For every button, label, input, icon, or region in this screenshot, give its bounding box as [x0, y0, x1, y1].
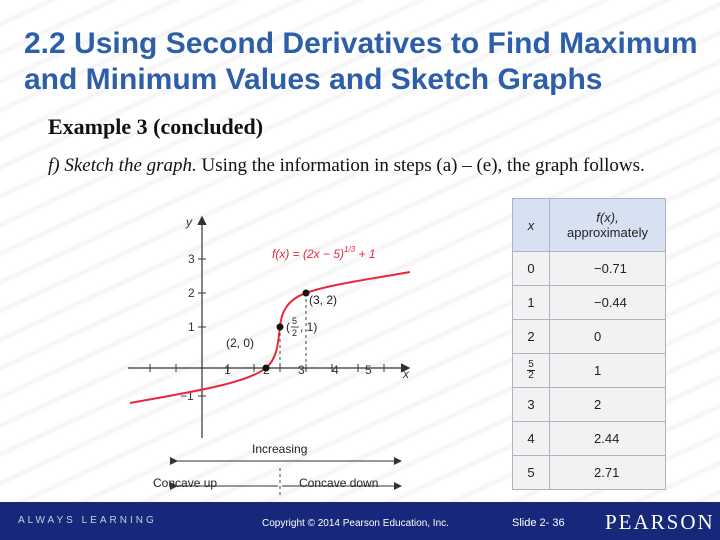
point-52-1 [277, 324, 284, 331]
table-row [513, 320, 666, 354]
y-tick-2: 2 [188, 286, 195, 300]
function-curve [130, 272, 410, 403]
body-lead: f) Sketch the graph. [48, 155, 197, 176]
point-label-52-den: 2 [292, 328, 298, 338]
table-header-x: x [513, 199, 550, 252]
pearson-logo: PEARSON [605, 510, 715, 534]
table-row [513, 354, 666, 388]
function-graph [120, 206, 420, 498]
table-header-fx-line1: f(x), [596, 210, 619, 225]
table-cell-x-fraction [513, 354, 550, 388]
table-cell-x: 5 [513, 456, 550, 490]
point-label-2-0: (2, 0) [226, 336, 255, 350]
table-cell-fx: 2.44 [550, 422, 666, 456]
function-label: $f(x) = (2x - 5)^{1/3} + 1$ [272, 245, 376, 261]
table-cell-x: 4 [513, 422, 550, 456]
concave-up-label: Concave up [153, 476, 218, 490]
table-cell-fx: −0.44 [550, 286, 666, 320]
table-cell-fx: 2.71 [550, 456, 666, 490]
concave-down-label: Concave down [299, 476, 379, 490]
slide-subtitle: Example 3 (concluded) [48, 114, 264, 139]
fraction-numerator: 5 [528, 359, 534, 370]
footer-copyright: Copyright © 2014 Pearson Education, Inc. [262, 518, 449, 529]
table-row [513, 456, 666, 490]
footer-tagline: ALWAYS LEARNING [18, 515, 157, 526]
table-row [513, 286, 666, 320]
x-tick-3: 3 [298, 363, 305, 377]
point-label-52-suffix: , 1) [300, 320, 318, 334]
table-cell-fx: 2 [550, 388, 666, 422]
x-tick-4: 4 [332, 363, 339, 377]
table-cell-x: 0 [513, 252, 550, 286]
table-cell-x: 3 [513, 388, 550, 422]
table-cell-x: 1 [513, 286, 550, 320]
footer-bar [0, 502, 720, 540]
fraction-denominator: 2 [528, 370, 534, 381]
point-label-3-2: (3, 2) [309, 293, 338, 307]
x-tick-5: 5 [365, 363, 372, 377]
table-cell-fx: 1 [550, 354, 666, 388]
y-tick-1: 1 [188, 320, 195, 334]
table-cell-fx: 0 [550, 320, 666, 354]
slide-title: 2.2 Using Second Derivatives to Find Maximum and Minimum Values and Sketch Graphs [24, 27, 698, 96]
y-tick-3: 3 [188, 252, 195, 266]
x-tick-1: 1 [224, 363, 231, 377]
point-label-52-prefix: ( [286, 320, 290, 334]
table-header-fx-line2: approximately [567, 225, 648, 240]
table-cell-x: 2 [513, 320, 550, 354]
table-row [513, 252, 666, 286]
x-axis-label: x [403, 367, 409, 381]
point-2-0 [263, 365, 270, 372]
slide-number: Slide 2- 36 [512, 517, 565, 529]
table-header-fx [550, 199, 666, 252]
point-label-52-num: 5 [292, 316, 298, 326]
increasing-label: Increasing [252, 442, 308, 456]
y-tick-neg1: −1 [180, 389, 194, 403]
table-cell-fx: −0.71 [550, 252, 666, 286]
value-table [512, 198, 666, 490]
y-axis-label: y [186, 215, 192, 229]
table-header-row [513, 199, 666, 252]
body-rest: Using the information in steps (a) – (e), the graph follows. [196, 155, 645, 176]
table-row [513, 422, 666, 456]
table-row [513, 388, 666, 422]
body-text [48, 152, 668, 180]
